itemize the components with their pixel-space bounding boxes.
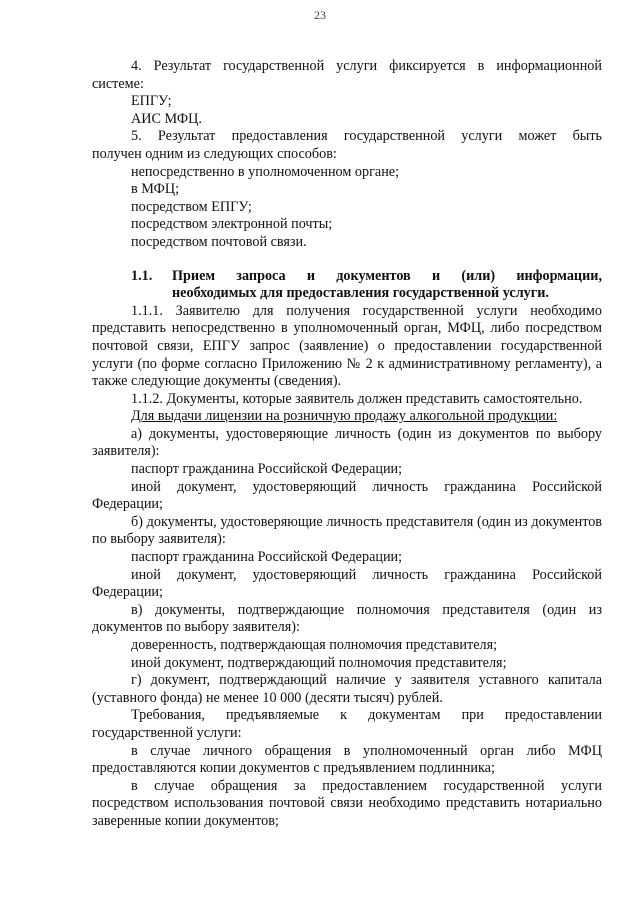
list-item: доверенность, подтверждающая полномочия представителя; [131, 637, 498, 653]
paragraph: 1.1.1. Заявителю для получения государственной услуги необходимо представить непосредственно в уполномоченный орган, МФЦ, либо посредством почтовой связи, ЕПГУ запрос (заявление) о предоставлении государственной услуги (по форме согласно Приложению № 2 к административному регламенту), а также следующие документы (сведения). [92, 302, 602, 390]
paragraph: б) документы, удостоверяющие личность представителя (один из документов по выбору заявителя): [92, 513, 602, 548]
page-number: 23 [314, 8, 326, 22]
document-body [92, 58, 602, 831]
list-item: паспорт гражданина Российской Федерации; [131, 549, 403, 566]
paragraph: 5. Результат предоставления государственной услуги может быть [131, 128, 602, 145]
list-item: посредством электронной почты; [131, 216, 333, 233]
paragraph: 4. Результат государственной услуги фиксируется в информационной [131, 58, 602, 74]
paragraph: а) документы, удостоверяющие личность (один из документов по выбору заявителя): [92, 425, 602, 460]
paragraph: 1.1.2. Документы, которые заявитель должен представить самостоятельно. [131, 390, 583, 407]
paragraph: получен одним из следующих способов: [92, 145, 337, 162]
section-heading [92, 268, 602, 303]
paragraph: в случае обращения за предоставлением государственной услуги посредством использования почтовой связи необходимо представить нотариально заверенные копии документов; [92, 777, 602, 829]
list-item: непосредственно в уполномоченном органе; [131, 163, 400, 180]
section-number: 1.1. [131, 267, 153, 284]
paragraph: системе: [92, 75, 144, 92]
list-item: посредством ЕПГУ; [131, 198, 252, 215]
section-title-line-1: Прием запроса и документов и (или) информации, [172, 267, 602, 284]
paragraph: в случае личного обращения в уполномоченный орган либо МФЦ предоставляются копии документов с предъявлением подлинника; [92, 742, 602, 777]
paragraph: Требования, предъявляемые к документам при предоставлении государственной услуги: [92, 707, 602, 741]
list-item: АИС МФЦ. [131, 110, 202, 127]
subsection-title: Для выдачи лицензии на розничную продажу алкогольной продукции: [131, 408, 558, 425]
paragraph: г) документ, подтверждающий наличие у заявителя уставного капитала (уставного фонда) не менее 10 000 (десяти тысяч) рублей. [92, 672, 602, 706]
section-title-line-2: необходимых для предоставления государственной услуги. [172, 285, 549, 302]
list-item: в МФЦ; [131, 181, 180, 198]
list-item: ЕПГУ; [131, 93, 172, 110]
list-item: паспорт гражданина Российской Федерации; [131, 461, 403, 478]
paragraph: в) документы, подтверждающие полномочия представителя (один из документов по выбору заявителя): [92, 601, 602, 636]
list-item: иной документ, удостоверяющий личность гражданина Российской Федерации; [92, 566, 602, 601]
list-item: иной документ, подтверждающий полномочия представителя; [131, 654, 507, 671]
list-item: посредством почтовой связи. [131, 233, 307, 250]
list-item: иной документ, удостоверяющий личность гражданина Российской Федерации; [92, 478, 602, 513]
